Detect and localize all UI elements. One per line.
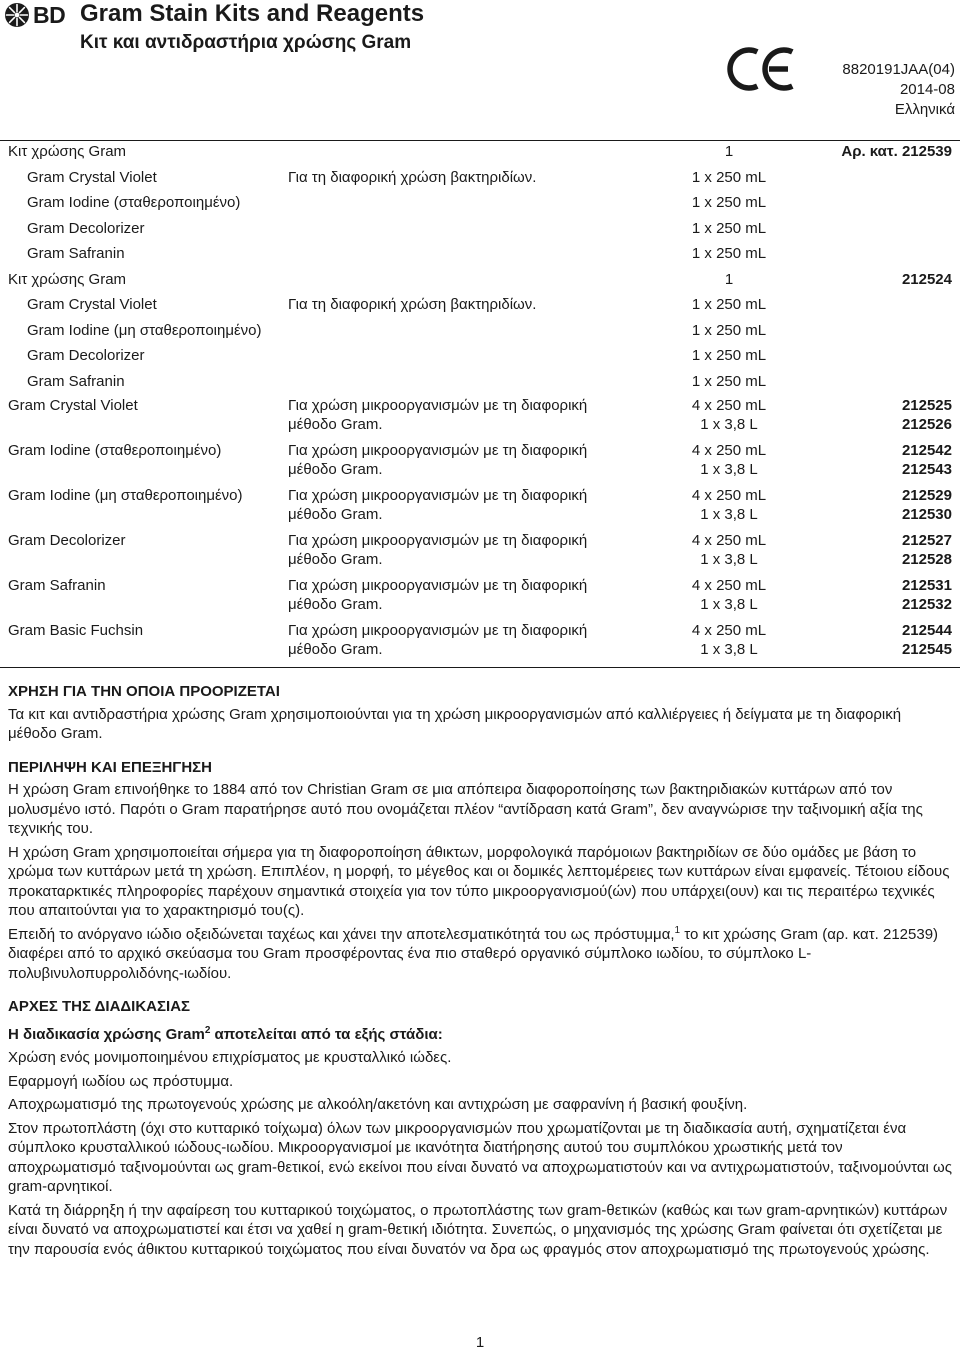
document-subtitle: Κιτ και αντιδραστήρια χρώσης Gram (80, 32, 412, 53)
reagent-size: 1 x 3,8 L (700, 551, 758, 568)
ce-mark-icon (722, 46, 798, 92)
kit-component-row (0, 165, 960, 191)
catalog-number: 212545 (901, 641, 952, 658)
catalog-number (818, 139, 952, 165)
kit-quantity: 1 (724, 143, 734, 160)
reagent-sizes (640, 396, 818, 434)
document-code-block (842, 60, 955, 120)
paragraph: Στον πρωτοπλάστη (όχι στο κυτταρικό τοίχωμα) όλων των μικροοργανισμών που χρωματίζονται με τη διαδικασία αυτή, σχηματίζεται ένα σύμπλοκο κρυσταλλικού ιώδους-ιωδίου. Μικροοργανισμοί με ικανότητα διατήρησης αυτού του συμπλόκου χρωστικής μετά τον αποχρωματισμό ταξινομούνται ως gram-θετικοί, ενώ εκείνοι που είναι δυνατό να αποχρωματιστούν και να αντιχρωματιστούν, ταξινομούνται ως gram-αρνητικοί. (8, 1119, 952, 1195)
kit-name: Κιτ χρώσης Gram (8, 270, 127, 288)
section-heading-intended-use: ΧΡΗΣΗ ΓΙΑ ΤΗΝ ΟΠΟΙΑ ΠΡΟΟΡΙΖΕΤΑΙ (8, 683, 280, 700)
paragraph-text: το κιτ χρώσης Gram (αρ. κατ. 212539) διαφέρει από το αρχικό σκεύασμα του Gram προσφέροντας ένα πιο σταθερό οργανικό σύμπλοκο ιωδίου, το σύμπλοκο L-πολυβινυλοπυρρολιδόνης-ιωδίου. (8, 925, 939, 982)
kit-row (0, 267, 960, 293)
reagent-description: Για χρώση μικροοργανισμών με τη διαφορική μέθοδο Gram. (288, 622, 588, 658)
catalog-number: 212543 (901, 461, 952, 478)
reagent-catalog-numbers (818, 486, 952, 524)
reagent-name: Gram Safranin (8, 577, 106, 594)
reagent-size: 4 x 250 mL (691, 487, 767, 504)
reagent-size: 1 x 3,8 L (700, 416, 758, 433)
table-divider (0, 667, 960, 668)
catalog-label: Αρ. κατ. (841, 143, 898, 160)
document-date: 2014-08 (899, 81, 955, 98)
document-body (8, 682, 952, 1263)
catalog-number: 212542 (901, 442, 952, 459)
product-table (0, 139, 960, 664)
reagent-name: Gram Decolorizer (8, 532, 126, 549)
reagent-sizes (640, 486, 818, 524)
component-quantity: 1 x 250 mL (691, 194, 767, 211)
reagent-row (0, 574, 960, 619)
component-name: Gram Decolorizer (27, 347, 145, 364)
component-quantity: 1 x 250 mL (691, 321, 767, 339)
reagent-size: 1 x 3,8 L (700, 506, 758, 523)
component-quantity: 1 x 250 mL (691, 347, 767, 364)
kit-name: Κιτ χρώσης Gram (8, 143, 127, 160)
paragraph: Κατά τη διάρρηξη ή την αφαίρεση του κυτταρικού τοιχώματος, ο πρωτοπλάστης των gram-θετικών (καθώς και των gram-αρνητικών) κυττάρων είναι δυνατό να αποχρωματιστεί και έτσι να χαθεί η gram-θετική ιδιότητα. Συνεπώς, ο μηχανισμός της χρώσης Gram φαίνεται ότι σχετίζεται με την παρουσία ενός άθικτου κυτταρικού τοιχώματος που είναι δυνατόν να δρα ως φραγμός στον αποχρωματισμό της πρωτογενούς χρώσης. (8, 1201, 948, 1258)
catalog-number: 212526 (901, 416, 952, 433)
catalog-number: 212544 (901, 622, 952, 639)
reference-marker: 2 (204, 1024, 211, 1036)
reagent-size: 1 x 3,8 L (700, 596, 758, 613)
reagent-row (0, 439, 960, 484)
paragraph: Τα κιτ και αντιδραστήρια χρώσης Gram χρησιμοποιούνται για τη χρώση μικροοργανισμών από καλλιέργειες ή δείγματα με τη διαφορική μέθοδο Gram. (8, 705, 902, 742)
reagent-size: 4 x 250 mL (691, 622, 767, 639)
reagent-size: 1 x 3,8 L (700, 641, 758, 658)
reagent-name: Gram Crystal Violet (8, 397, 138, 414)
paragraph: Η χρώση Gram χρησιμοποιείται σήμερα για τη διαφοροποίηση άθικτων, μορφολογικά παρόμοιων βακτηριδίων σε δύο ομάδες με βάση το χρώμα των κυττάρων μετά τη χρώση. Επιπλέον, η μορφή, το μέγεθος και οι δομικές λεπτομέρειες των κυττάρων είναι εμφανείς. Τέτοιου είδους προκαταρκτικές πληροφορίες παρέχουν σημαντικά στοιχεία για τον τύπο μικροοργανισμού(ών) που υπάρχει(ουν) και τις περαιτέρω τεχνικές που απαιτούνται για το χαρακτηρισμό του(ς). (8, 843, 950, 919)
document-language: Ελληνικά (894, 101, 955, 118)
component-description: Για τη διαφορική χρώση βακτηριδίων. (288, 168, 537, 186)
reagent-description: Για χρώση μικροοργανισμών με τη διαφορική μέθοδο Gram. (288, 397, 588, 433)
paragraph: Η χρώση Gram επινοήθηκε το 1884 από τον Christian Gram σε μια απόπειρα διαφοροποίησης των βακτηριδιακών κυττάρων από τον μολυσμένο ιστό. Παρότι ο Gram παρατήρησε αυτό που ονομάζεται πλέον “αντίδραση κατά Gram”, δεν αναγνώρισε την ταξινομική αξία της τεχνικής του. (8, 781, 923, 837)
page-number: 1 (475, 1334, 485, 1351)
component-name: Gram Iodine (σταθεροποιημένο) (27, 194, 241, 211)
lead-text: Η διαδικασία χρώσης Gram (8, 1025, 205, 1043)
catalog-number: 212527 (901, 532, 952, 549)
reagent-catalog-numbers (818, 576, 952, 614)
reference-marker: 1 (674, 924, 681, 936)
reagent-catalog-numbers (818, 396, 952, 434)
kit-component-row (0, 318, 960, 344)
procedure-step: Χρώση ενός μονιμοποιημένου επιχρίσματος με κρυσταλλικό ιώδες. (8, 1049, 452, 1066)
reagent-sizes (640, 531, 818, 569)
kit-component-row (0, 369, 960, 395)
reagent-sizes (640, 441, 818, 479)
reagent-sizes (640, 576, 818, 614)
reagent-size: 4 x 250 mL (691, 397, 767, 414)
kit-component-row (0, 343, 960, 369)
catalog-number: 212529 (901, 487, 952, 504)
reagent-description: Για χρώση μικροοργανισμών με τη διαφορική μέθοδο Gram. (288, 577, 588, 613)
kit-component-row (0, 190, 960, 216)
component-quantity: 1 x 250 mL (691, 296, 767, 313)
component-quantity: 1 x 250 mL (691, 219, 767, 237)
reagent-row (0, 529, 960, 574)
reagent-size: 4 x 250 mL (691, 532, 767, 549)
reagent-size: 4 x 250 mL (691, 442, 767, 459)
reagent-catalog-numbers (818, 441, 952, 479)
reagent-catalog-numbers (818, 531, 952, 569)
kit-component-row (0, 241, 960, 267)
component-quantity: 1 x 250 mL (691, 168, 767, 186)
component-name: Gram Crystal Violet (27, 296, 157, 313)
catalog-number: 212524 (901, 270, 952, 288)
reagent-name: Gram Basic Fuchsin (8, 622, 144, 639)
kit-row (0, 139, 960, 165)
kit-component-row (0, 216, 960, 242)
document-code: 8820191JAA(04) (842, 61, 955, 78)
procedure-lead (8, 1025, 952, 1045)
reagent-size: 1 x 3,8 L (700, 461, 758, 478)
section-heading-summary: ΠΕΡΙΛΗΨΗ ΚΑΙ ΕΠΕΞΗΓΗΣΗ (8, 758, 212, 776)
procedure-step: Εφαρμογή ιωδίου ως πρόστυμμα. (8, 1072, 234, 1090)
reagent-row (0, 619, 960, 664)
component-name: Gram Decolorizer (27, 219, 145, 237)
kit-quantity: 1 (724, 270, 734, 288)
reagent-size: 4 x 250 mL (691, 577, 767, 594)
component-name: Gram Safranin (27, 245, 125, 262)
catalog-number: 212531 (901, 577, 952, 594)
component-quantity: 1 x 250 mL (691, 372, 767, 390)
reagent-row (0, 484, 960, 529)
section-heading-principles: ΑΡΧΕΣ ΤΗΣ ΔΙΑΔΙΚΑΣΙΑΣ (8, 998, 191, 1015)
paragraph-text: Επειδή το ανόργανο ιώδιο οξειδώνεται ταχέως και χάνει την αποτελεσματικότητά του ως πρόστυμμα, (8, 925, 675, 943)
catalog-number: 212530 (901, 506, 952, 523)
reagent-description: Για χρώση μικροοργανισμών με τη διαφορική μέθοδο Gram. (288, 532, 588, 568)
reagent-sizes (640, 621, 818, 659)
catalog-number: 212525 (901, 397, 952, 414)
reagent-name: Gram Iodine (μη σταθεροποιημένο) (8, 487, 243, 504)
catalog-number: 212528 (901, 551, 952, 568)
paragraph-with-reference (8, 925, 952, 984)
lead-text: αποτελείται από τα εξής στάδια: (210, 1025, 443, 1043)
reagent-catalog-numbers (818, 621, 952, 659)
procedure-step: Αποχρωματισμό της πρωτογενούς χρώσης με αλκοόλη/ακετόνη και αντιχρώση με σαφρανίνη ή βασική φουξίνη. (8, 1096, 748, 1113)
component-description: Για τη διαφορική χρώση βακτηριδίων. (288, 296, 537, 313)
component-name: Gram Crystal Violet (27, 168, 157, 186)
reagent-name: Gram Iodine (σταθεροποιημένο) (8, 442, 222, 459)
bd-sunburst-icon (4, 2, 30, 28)
component-quantity: 1 x 250 mL (691, 245, 767, 262)
reagent-description: Για χρώση μικροοργανισμών με τη διαφορική μέθοδο Gram. (288, 442, 588, 478)
component-name: Gram Iodine (μη σταθεροποιημένο) (27, 321, 262, 339)
logo-text: BD (33, 2, 66, 28)
reagent-row (0, 394, 960, 439)
catalog-number: 212532 (901, 596, 952, 613)
reagent-description: Για χρώση μικροοργανισμών με τη διαφορική μέθοδο Gram. (288, 487, 588, 523)
document-title: Gram Stain Kits and Reagents (80, 0, 425, 27)
component-name: Gram Safranin (27, 372, 125, 390)
kit-component-row (0, 292, 960, 318)
bd-logo (4, 2, 65, 28)
catalog-value: 212539 (901, 143, 952, 160)
